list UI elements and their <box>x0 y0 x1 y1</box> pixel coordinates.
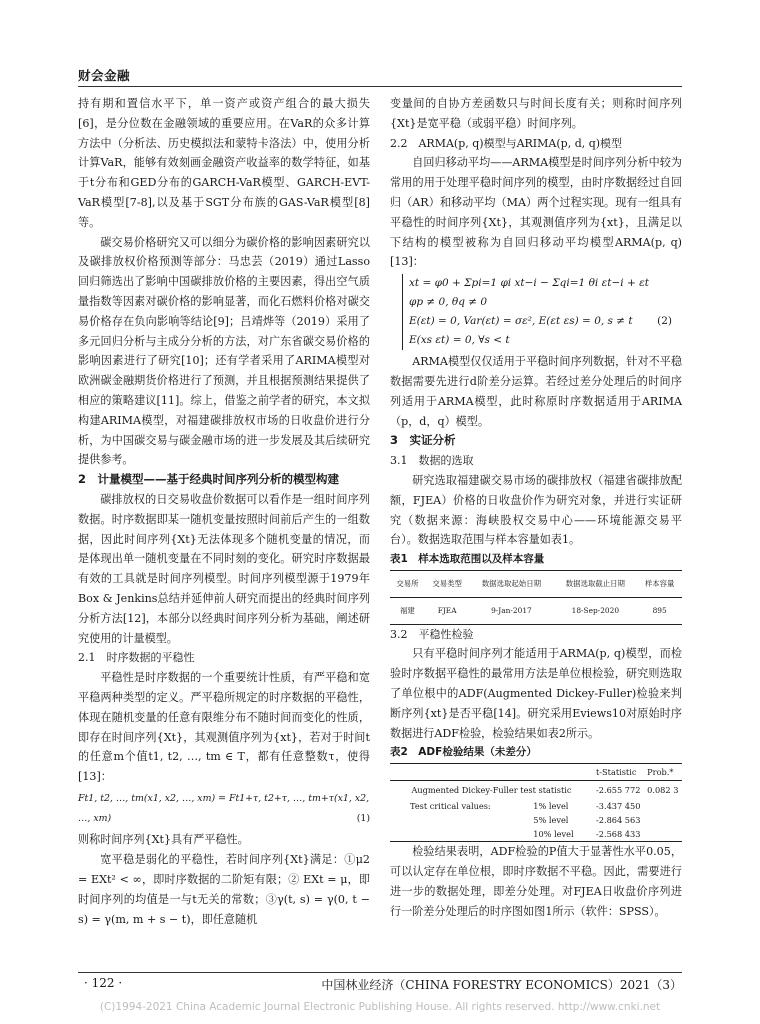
subsection-heading: 3.2 平稳性检验 <box>390 627 474 641</box>
left-column <box>78 94 370 929</box>
table-cell: 1% level <box>533 801 569 812</box>
table-cell: -2.864 563 <box>595 815 641 826</box>
table-cell: -2.568 433 <box>595 829 641 840</box>
equation-2-line: xt = φ0 + Σpi=1 φi xt−i − Σqi=1 θi εt−i + εt <box>409 277 649 290</box>
table-cell: 5% level <box>533 815 569 826</box>
equation-2-number: (2) <box>657 315 672 328</box>
page-number: · 122 · <box>84 976 123 990</box>
subsection-heading: 3.1 数据的选取 <box>390 454 474 468</box>
paragraph: 碳排放权的日交易收盘价数据可以看作是一组时间序列数据。时序数据即某一随机变量按照时间前后产生的一组数据，因此时间序列{Xt}无法体现多个随机变量的情况，而是体现出单一随机变量在不同时刻的变化。研究时序数据最有效的工具就是时间序列模型。时间序列模型源于1979年Box & Jenkins总结并延伸前人研究而提出的经典时间序列分析方法[12]，本部分以经典时间序列分析为基础，阐述研究使用的计量模型。 <box>78 492 370 645</box>
paragraph: 持有期和置信水平下，单一资产或资产组合的最大损失[6]，是分位数在金融领域的重要应用。在VaR的众多计算方法中（分析法、历史模拟法和蒙特卡洛法）中，使用分析计算VaR，能够有效刻画金融资产收益率的数学特征，如基于t分布和GED分布的GARCH-VaR模型、GARCH-EVT-VaR模型[7-8],以及基于SGT分布族的GAS-VaR模型[8]等。 <box>78 97 370 229</box>
table-cell: 0.082 3 <box>647 785 679 796</box>
equation-2 <box>390 274 682 350</box>
section-heading: 2 计量模型——基于经典时间序列分析的模型构建 <box>78 472 339 487</box>
table-header-blank <box>530 764 593 781</box>
paragraph: 碳交易价格研究又可以细分为碳价格的影响因素研究以及碳排放权价格预测等部分：马忠芸（2019）通过Lasso回归筛选出了影响中国碳排放价格的主要因素，得出空气质量指数等因素对碳价格的影响显著，而化石燃料价格对碳交易价格存在负向影响等结论[9]；吕靖烨等（2019）采用了多元回归分析与主成分分析的方法，对广东省碳交易价格的影响因素进行了研究[10]；还有学者采用了ARIMA模型对欧洲碳金融期货价格进行了预测，并且根据预测结果提供了相应的策略建议[11]。综上，借鉴之前学者的研究，本文拟构建ARIMA模型，对福建碳排放权市场的日收盘价进行分析，为中国碳交易与碳金融市场的进一步发展及其后续研究提供参考。 <box>78 235 370 467</box>
table-row <box>390 597 682 624</box>
table-row <box>390 799 682 813</box>
table-cell-empty <box>644 813 682 827</box>
header-rule <box>78 86 682 87</box>
table-row <box>390 781 682 800</box>
table-header-cell: 交易类型 <box>425 570 470 597</box>
section-heading: 3 实证分析 <box>390 433 456 448</box>
table-cell: -3.437 450 <box>595 801 641 812</box>
table-2 <box>390 763 682 842</box>
table-cell: Test critical values: <box>410 801 491 812</box>
paragraph: 自回归移动平均——ARMA模型是时间序列分析中较为常用的用于处理平稳时间序列的模型，由时序数据经过自回归（AR）和移动平均（MA）两个过程实现。现有一组具有平稳性的时间序列{Xt}，其观测值序列为{xt}，且满足以下结构的模型被称为自回归移动平均模型ARMA(p, q)[13]： <box>390 156 682 269</box>
paragraph: 研究选取福建碳交易市场的碳排放权（福建省碳排放配额，FJEA）价格的日收盘价作为研究对象，并进行实证研究（数据来源：海峡股权交易中心——环境能源交易平台）。数据选取范围与样本容量如表1。 <box>390 473 682 547</box>
table-cell: 9-Jan-2017 <box>491 605 532 615</box>
paragraph: 变量间的自协方差函数只与时间长度有关；则称时间序列{Xt}是宽平稳（或弱平稳）时间序列。 <box>390 97 682 130</box>
table-header-row <box>390 570 682 597</box>
table-2-caption: 表2 ADF检验结果（未差分） <box>390 746 537 759</box>
equation-2-line: E(xs εt) = 0, ∀s < t <box>409 334 510 347</box>
table-header-cell: 数据选取截止日期 <box>553 570 637 597</box>
equation-2-line: φp ≠ 0, θq ≠ 0 <box>409 296 488 309</box>
equation-1-body: Ft1, t2, …, tm(x1, x2, …, xm) = Ft1+τ, t2+τ, …, tm+τ(x1, x2, …, xm) <box>78 792 370 824</box>
table-header-cell: 数据选取起始日期 <box>469 570 553 597</box>
table-header-blank <box>390 764 530 781</box>
table-cell: Augmented Dickey-Fuller test statistic <box>411 785 572 796</box>
table-cell-empty <box>644 827 682 842</box>
footer-rule <box>78 972 682 973</box>
paragraph: ARMA模型仅仅适用于平稳时间序列数据，针对不平稳数据需要先进行d阶差分运算。若经过差分处理后的时间序列适用于ARMA模型，此时称原时序数据适用于ARIMA（p，d，q）模型。 <box>390 355 682 428</box>
table-header-cell: t-Statistic <box>593 764 644 781</box>
table-cell-empty <box>390 813 530 827</box>
journal-info: 中国林业经济（CHINA FORESTRY ECONOMICS）2021（3） <box>321 978 682 992</box>
table-cell: 10% level <box>533 829 574 840</box>
table-header-cell: 样本容量 <box>637 570 682 597</box>
paragraph: 平稳性是时序数据的一个重要统计性质，有严平稳和宽平稳两种类型的定义。严平稳所规定的时序数据的平稳性，体现在随机变量的任意有限维分布不随时间而变化的性质，即存在时间序列{Xt}，其观测值序列为{xt}，若对于时间t的任意m个值t1, t2, …, tm ∈ T，都有任意整数τ，使得[13]： <box>78 671 370 784</box>
table-cell: 福建 <box>400 605 415 615</box>
table-header-cell: 交易所 <box>390 570 425 597</box>
equation-2-line: E(εt) = 0, Var(εt) = σε², E(εt εs) = 0, s ≠ t <box>409 315 633 328</box>
table-cell: 18-Sep-2020 <box>571 605 620 615</box>
paragraph: 只有平稳时间序列才能适用于ARMA(p, q)模型，而检验时序数据平稳性的最常用方法是单位根检验，研究则选取了单位根中的ADF(Augmented Dickey-Fuller)检验来判断序列{xt}是否平稳[14]。研究采用Eviews10对原始时序数据进行ADF检验，检验结果如表2所示。 <box>390 647 682 740</box>
table-cell-empty <box>390 827 530 842</box>
table-row <box>390 827 682 842</box>
right-column <box>390 94 682 921</box>
equation-2-system <box>402 274 682 350</box>
subsection-heading: 2.2 ARMA(p, q)模型与ARIMA(p, d, q)模型 <box>390 136 623 150</box>
paragraph: 宽平稳是弱化的平稳性，若时间序列{Xt}满足：①μ2 = EXt² < ∞，即时序数据的二阶矩有限；② EXt = μ，即时间序列的均值是一与t无关的常数；③γ(t, s) = γ(0, t − s) = γ(m, m + s − t)，即任意随机 <box>78 853 370 926</box>
table-header-cell: Prob.* <box>644 764 682 781</box>
subsection-heading: 2.1 时序数据的平稳性 <box>78 651 195 665</box>
table-header-row <box>390 764 682 781</box>
table-cell: FJEA <box>437 605 457 615</box>
table-cell-empty <box>644 799 682 813</box>
table-cell: -2.655 772 <box>595 785 641 796</box>
table-1-caption: 表1 样本选取范围以及样本容量 <box>390 553 545 566</box>
table-cell: 895 <box>652 605 667 615</box>
paragraph: 检验结果表明，ADF检验的P值大于显著性水平0.05，可以认定存在单位根，即时序数据不平稳。因此，需要进行进一步的数据处理，即差分处理。对FJEA日收盘价序列进行一阶差分处理后的时序图如图1所示（软件：SPSS）。 <box>390 845 682 918</box>
table-1 <box>390 570 682 625</box>
copyright-notice: (C)1994-2021 China Academic Journal Electronic Publishing House. All rights reserved. http://www.cnki.net <box>99 1001 661 1013</box>
equation-1 <box>78 789 370 829</box>
equation-1-number: (1) <box>356 812 370 824</box>
table-row <box>390 813 682 827</box>
header-section-title: 财会金融 <box>78 68 131 83</box>
paragraph: 则称时间序列{Xt}具有严平稳性。 <box>78 833 249 847</box>
